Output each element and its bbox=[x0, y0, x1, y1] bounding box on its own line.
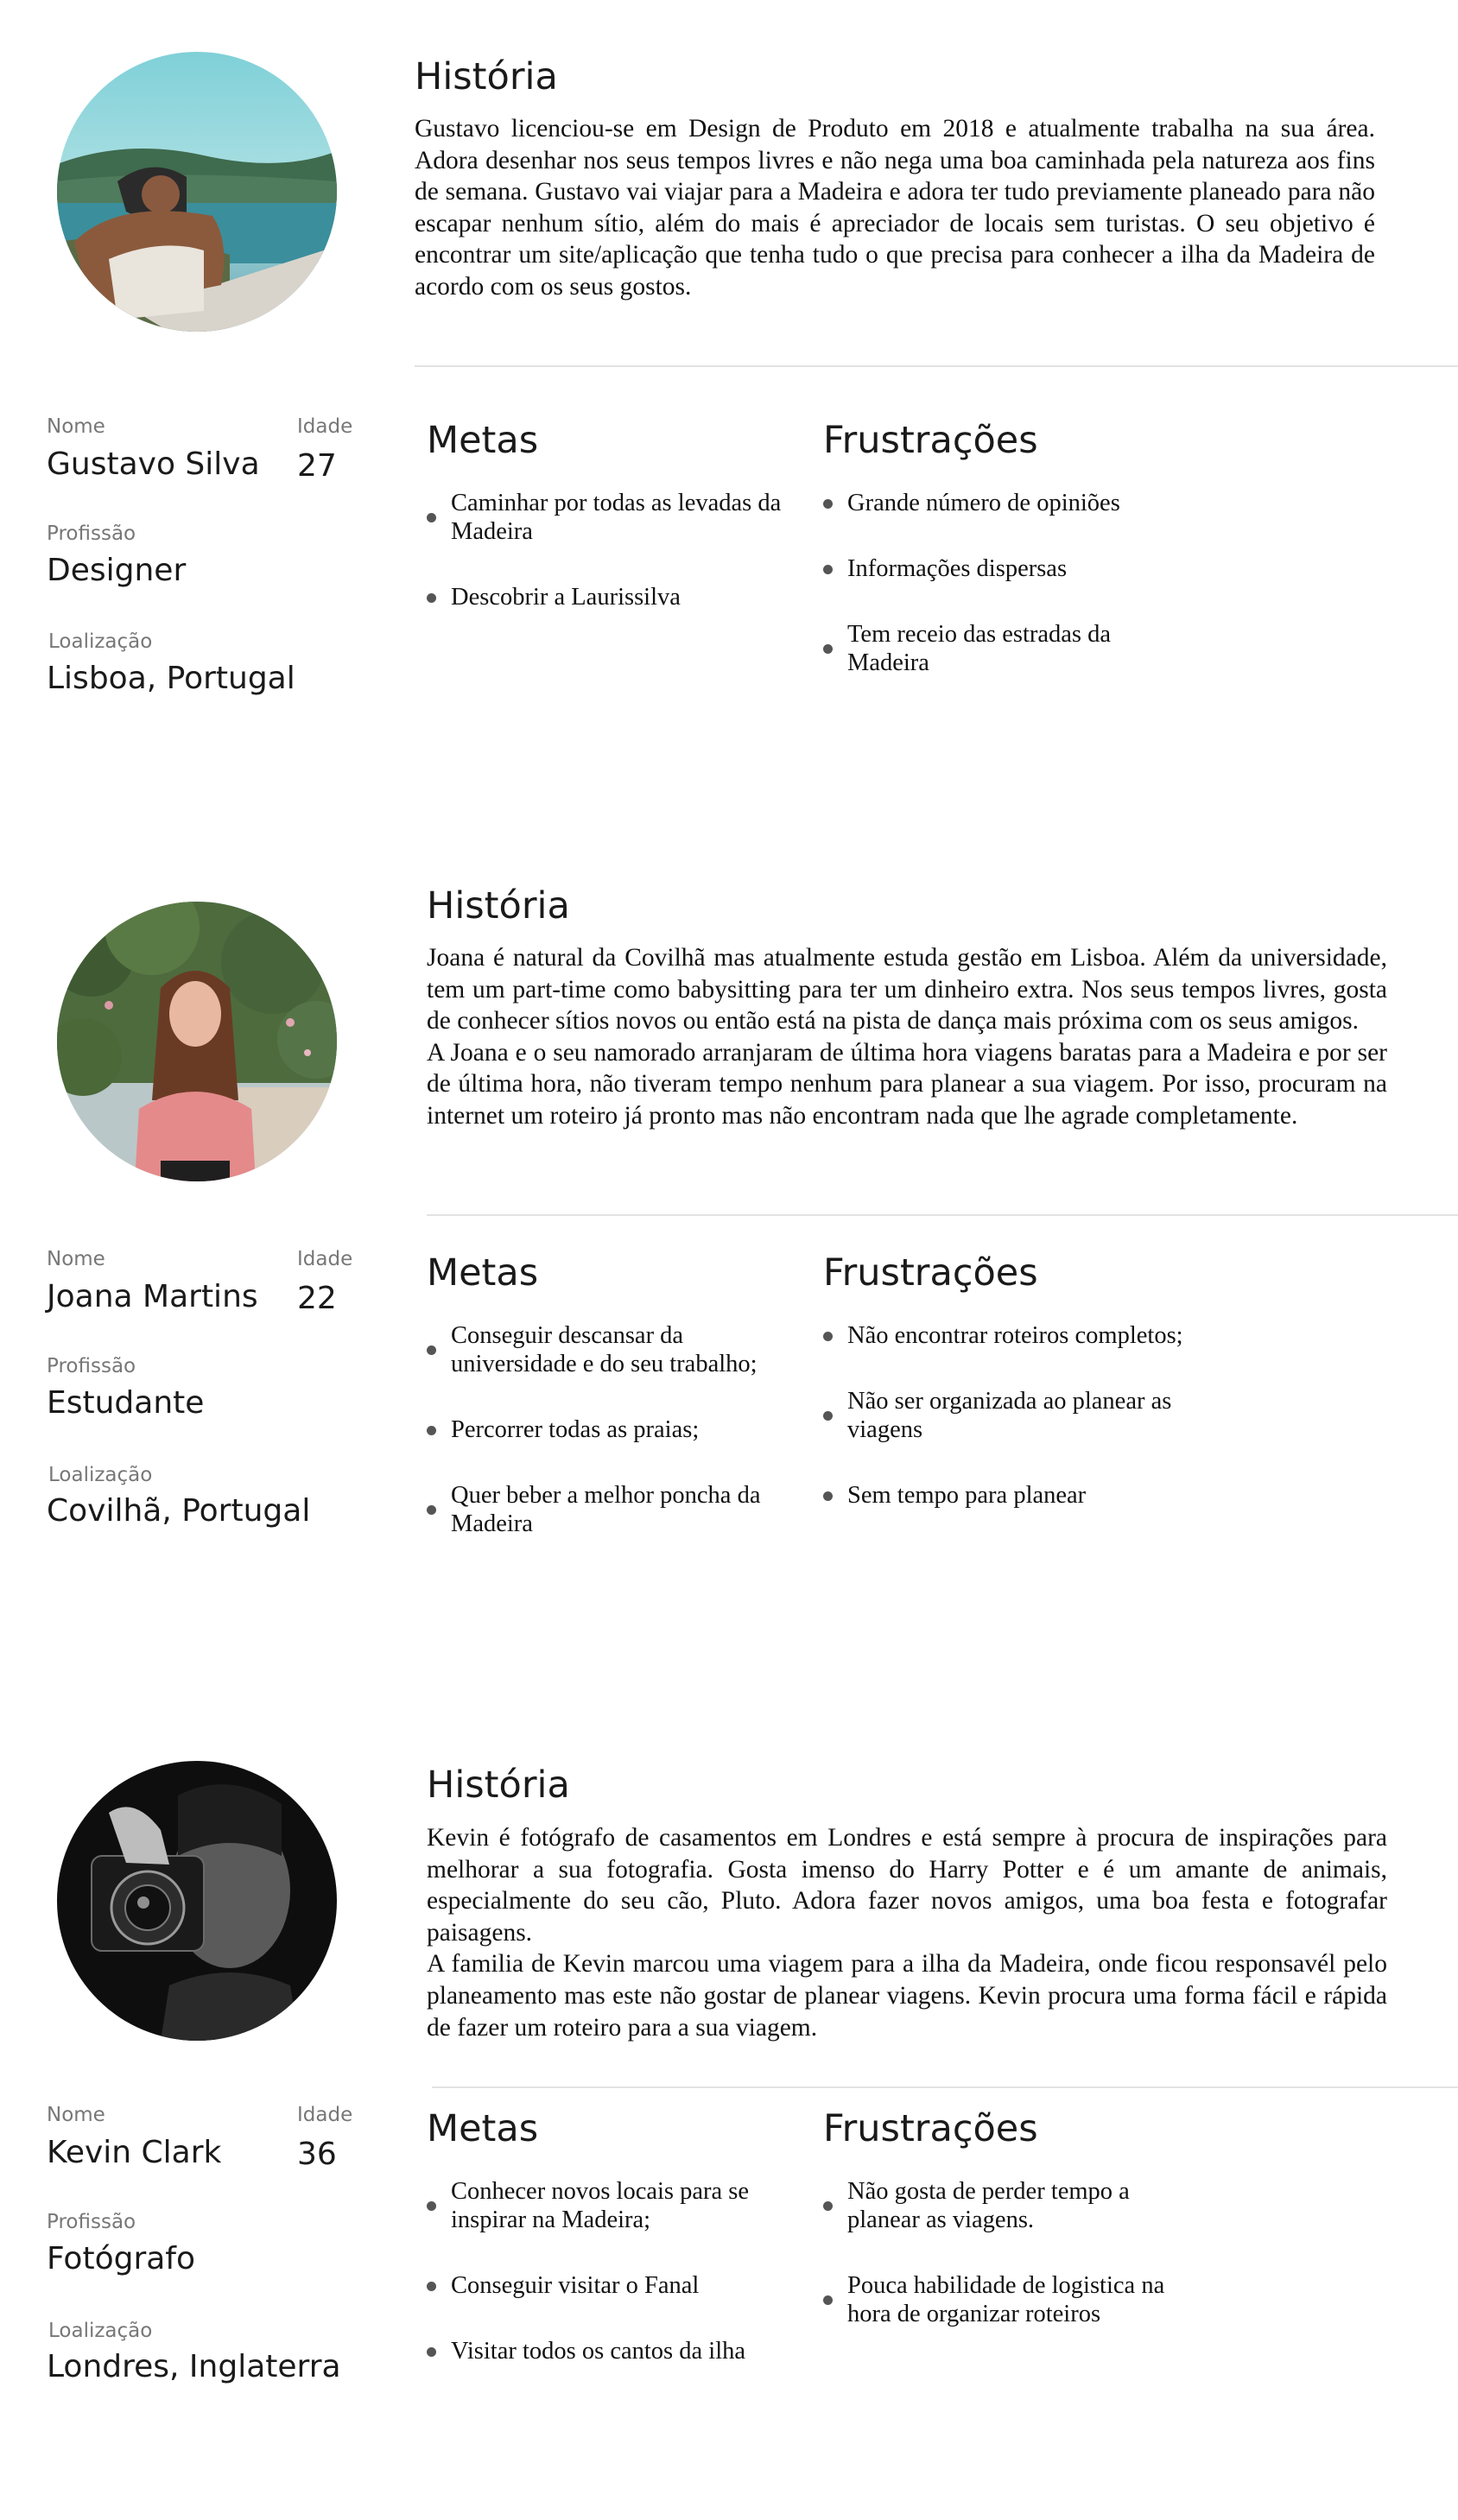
goal-text: Quer beber a melhor poncha da Madeira bbox=[451, 1482, 761, 1537]
persona-card-gustavo bbox=[0, 0, 1458, 777]
avatar-photo bbox=[57, 1761, 337, 2041]
age-label: Idade bbox=[297, 415, 353, 438]
frustration-text: Informações dispersas bbox=[847, 555, 1068, 582]
goal-item bbox=[427, 1415, 789, 1444]
goals-list bbox=[427, 1321, 789, 1538]
story-paragraph: A Joana e o seu namorado arranjaram de última hora viagens baratas para a Madeira e por ser de última hora, não tiveram tempo nenhum para planear a sua viagem. Por isso, procuram na internet um roteiro já pronto mas não encontram nada que lhe agrade completamente. bbox=[427, 1038, 1387, 1130]
goals-title: Metas bbox=[427, 2107, 539, 2150]
story-paragraph: A familia de Kevin marcou uma viagem para a ilha da Madeira, onde ficou responsavél pelo planeamento mas este não gostar de planear viagens. Kevin procura uma forma fácil e rápida de fazer um roteiro para a sua viagem. bbox=[427, 1950, 1387, 2042]
frustrations-list bbox=[823, 2177, 1186, 2328]
story-title: História bbox=[427, 884, 570, 928]
age-value: 36 bbox=[297, 2137, 337, 2172]
goal-text: Conseguir visitar o Fanal bbox=[451, 2272, 700, 2299]
goals-list bbox=[427, 2177, 789, 2365]
goal-item bbox=[427, 2337, 789, 2365]
story-text bbox=[427, 1822, 1387, 2043]
goals-list bbox=[427, 489, 789, 611]
frustration-text: Não ser organizada ao planear as viagens bbox=[847, 1388, 1172, 1443]
frustration-text: Grande número de opiniões bbox=[847, 490, 1120, 516]
age-label: Idade bbox=[297, 1248, 353, 1270]
goal-text: Descobrir a Laurissilva bbox=[451, 584, 681, 611]
landscape-portrait-image bbox=[57, 52, 337, 332]
goals-title: Metas bbox=[427, 419, 539, 462]
photographer-portrait-image bbox=[57, 1761, 337, 2041]
job-label: Profissão bbox=[47, 2211, 136, 2233]
goals-title: Metas bbox=[427, 1251, 539, 1295]
persona-card-joana bbox=[0, 829, 1458, 1658]
frustrations-title: Frustrações bbox=[823, 1251, 1038, 1295]
bullet-dot-icon bbox=[427, 2201, 436, 2211]
bullet-dot-icon bbox=[823, 1491, 833, 1501]
frustrations-title: Frustrações bbox=[823, 2107, 1038, 2150]
section-divider bbox=[415, 365, 1458, 367]
avatar-photo bbox=[57, 52, 337, 332]
age-label: Idade bbox=[297, 2104, 353, 2126]
story-text bbox=[415, 113, 1375, 303]
frustrations-list bbox=[823, 1321, 1186, 1510]
job-value: Estudante bbox=[47, 1385, 205, 1421]
name-value: Gustavo Silva bbox=[47, 446, 260, 482]
bullet-dot-icon bbox=[823, 644, 833, 654]
bullet-dot-icon bbox=[427, 1345, 436, 1355]
story-title: História bbox=[415, 55, 558, 98]
age-value: 22 bbox=[297, 1281, 337, 1316]
bullet-dot-icon bbox=[823, 2295, 833, 2305]
section-divider bbox=[432, 2086, 1458, 2088]
name-value: Joana Martins bbox=[47, 1279, 258, 1314]
bullet-dot-icon bbox=[427, 593, 436, 603]
bullet-dot-icon bbox=[427, 1426, 436, 1435]
frustrations-title: Frustrações bbox=[823, 419, 1038, 462]
name-label: Nome bbox=[47, 2104, 105, 2126]
age-value: 27 bbox=[297, 448, 337, 484]
name-value: Kevin Clark bbox=[47, 2135, 222, 2170]
location-value: Londres, Inglaterra bbox=[47, 2349, 341, 2384]
avatar-photo bbox=[57, 902, 337, 1181]
location-label: Loalização bbox=[48, 630, 153, 653]
name-label: Nome bbox=[47, 415, 105, 438]
bullet-dot-icon bbox=[427, 2282, 436, 2291]
bullet-dot-icon bbox=[823, 2201, 833, 2211]
bullet-dot-icon bbox=[823, 499, 833, 509]
goal-item bbox=[427, 1481, 789, 1538]
name-label: Nome bbox=[47, 1248, 105, 1270]
frustration-item bbox=[823, 1481, 1186, 1510]
section-divider bbox=[427, 1214, 1458, 1216]
location-value: Covilhã, Portugal bbox=[47, 1493, 311, 1529]
story-paragraph: Joana é natural da Covilhã mas atualmente estuda gestão em Lisboa. Além da universidade, tem um part-time como babysitting para ter um dinheiro extra. Nos seus tempos livres, gosta de conhecer sítios novos ou então está na pista de dança mais próxima com os seus amigos. bbox=[427, 944, 1387, 1035]
goal-text: Percorrer todas as praias; bbox=[451, 1416, 700, 1443]
goal-text: Visitar todos os cantos da ilha bbox=[451, 2338, 746, 2365]
frustration-text: Pouca habilidade de logistica na hora de organizar roteiros bbox=[847, 2272, 1165, 2327]
bullet-dot-icon bbox=[427, 1505, 436, 1515]
persona-card-kevin bbox=[0, 1713, 1458, 2520]
goal-item bbox=[427, 489, 789, 546]
frustration-item bbox=[823, 2177, 1186, 2234]
location-value: Lisboa, Portugal bbox=[47, 661, 295, 696]
bullet-dot-icon bbox=[427, 513, 436, 522]
job-value: Designer bbox=[47, 553, 187, 588]
job-label: Profissão bbox=[47, 522, 136, 545]
frustration-item bbox=[823, 1387, 1186, 1444]
frustration-text: Sem tempo para planear bbox=[847, 1482, 1087, 1509]
goal-item bbox=[427, 2271, 789, 2300]
goal-text: Conhecer novos locais para se inspirar na Madeira; bbox=[451, 2178, 750, 2233]
frustration-item bbox=[823, 554, 1186, 583]
location-label: Loalização bbox=[48, 2320, 153, 2342]
goal-item bbox=[427, 1321, 789, 1378]
bullet-dot-icon bbox=[823, 1411, 833, 1421]
story-paragraph: Kevin é fotógrafo de casamentos em Londres e está sempre à procura de inspirações para melhorar a sua fotografia. Gosta imenso do Harry Potter e é um amante de animais, especialmente do seu cão, Pluto. Adora fazer novos amigos, uma boa festa e fotografar paisagens. bbox=[427, 1824, 1387, 1947]
job-value: Fotógrafo bbox=[47, 2241, 196, 2276]
goal-item bbox=[427, 583, 789, 611]
frustration-item bbox=[823, 2271, 1186, 2328]
goal-item bbox=[427, 2177, 789, 2234]
frustrations-list bbox=[823, 489, 1186, 677]
frustration-text: Tem receio das estradas da Madeira bbox=[847, 621, 1112, 676]
bullet-dot-icon bbox=[427, 2347, 436, 2357]
frustration-item bbox=[823, 489, 1186, 517]
portrait-image bbox=[57, 902, 337, 1181]
story-title: História bbox=[427, 1763, 570, 1807]
frustration-item bbox=[823, 1321, 1186, 1350]
location-label: Loalização bbox=[48, 1464, 153, 1486]
frustration-text: Não gosta de perder tempo a planear as viagens. bbox=[847, 2178, 1130, 2233]
frustration-text: Não encontrar roteiros completos; bbox=[847, 1322, 1183, 1349]
goal-text: Conseguir descansar da universidade e do seu trabalho; bbox=[451, 1322, 758, 1377]
story-paragraph: Gustavo licenciou-se em Design de Produto em 2018 e atualmente trabalha na sua área. Adora desenhar nos seus tempos livres e não nega uma boa caminhada pela natureza aos fins de semana. Gustavo vai viajar para a Madeira e adora ter tudo previamente planeado para não escapar nenhum sítio, além do mais é apreciador de locais sem turistas. O seu objetivo é encontrar um site/aplicação que tenha tudo o que precisa para conhecer a ilha da Madeira de acordo com os seus gostos. bbox=[415, 115, 1375, 301]
goal-text: Caminhar por todas as levadas da Madeira bbox=[451, 490, 782, 545]
frustration-item bbox=[823, 620, 1186, 677]
bullet-dot-icon bbox=[823, 565, 833, 574]
job-label: Profissão bbox=[47, 1355, 136, 1377]
story-text bbox=[427, 942, 1387, 1132]
bullet-dot-icon bbox=[823, 1332, 833, 1341]
